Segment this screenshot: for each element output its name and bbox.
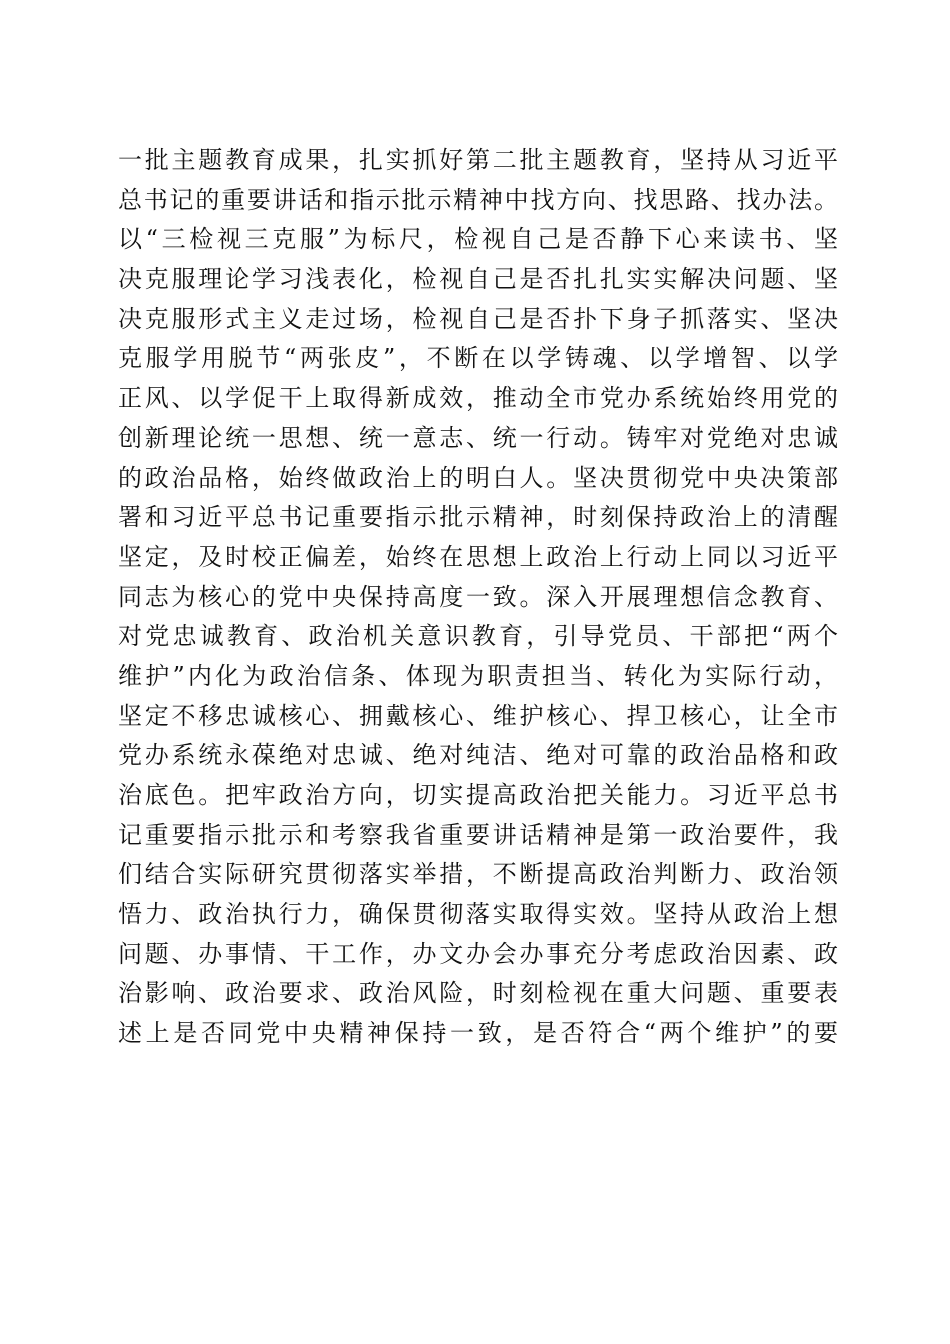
text-line: 悟力、政治执行力，确保贯彻落实取得实效。坚持从政治上想 [118,900,838,929]
text-line: 总书记的重要讲话和指示批示精神中找方向、找思路、找办法。 [118,185,838,214]
text-line: 记重要指示批示和考察我省重要讲话精神是第一政治要件，我 [118,820,838,849]
text-line: 克服学用脱节“两张皮”，不断在以学铸魂、以学增智、以学 [118,344,838,373]
text-line: 对党忠诚教育、政治机关意识教育，引导党员、干部把“两个 [118,622,838,651]
text-line: 一批主题教育成果，扎实抓好第二批主题教育，坚持从习近平 [118,146,838,174]
text-line: 坚定，及时校正偏差，始终在思想上政治上行动上同以习近平 [118,542,838,571]
body-paragraph [118,141,838,1054]
text-line: 同志为核心的党中央保持高度一致。深入开展理想信念教育、 [118,582,838,611]
text-line: 创新理论统一思想、统一意志、统一行动。铸牢对党绝对忠诚 [118,423,838,452]
text-line: 正风、以学促干上取得新成效，推动全市党办系统始终用党的 [118,384,838,413]
text-line: 问题、办事情、干工作，办文办会办事充分考虑政治因素、政 [118,939,838,968]
text-line: 党办系统永葆绝对忠诚、绝对纯洁、绝对可靠的政治品格和政 [118,741,838,770]
text-line: 的政治品格，始终做政治上的明白人。坚决贯彻党中央决策部 [118,463,838,492]
text-line: 述上是否同党中央精神保持一致，是否符合“两个维护”的要 [118,1019,838,1048]
text-line: 坚定不移忠诚核心、拥戴核心、维护核心、捍卫核心，让全市 [118,701,838,730]
text-line: 们结合实际研究贯彻落实举措，不断提高政治判断力、政治领 [118,860,838,889]
text-line: 以“三检视三克服”为标尺，检视自己是否静下心来读书、坚 [118,225,838,254]
text-line: 治影响、政治要求、政治风险，时刻检视在重大问题、重要表 [118,979,838,1008]
text-line: 治底色。把牢政治方向，切实提高政治把关能力。习近平总书 [118,781,838,809]
text-line: 署和习近平总书记重要指示批示精神，时刻保持政治上的清醒 [118,503,838,532]
text-line: 维护”内化为政治信条、体现为职责担当、转化为实际行动， [118,661,838,690]
text-line: 决克服形式主义走过场，检视自己是否扑下身子抓落实、坚决 [118,304,838,333]
text-line: 决克服理论学习浅表化，检视自己是否扎扎实实解决问题、坚 [118,265,838,294]
